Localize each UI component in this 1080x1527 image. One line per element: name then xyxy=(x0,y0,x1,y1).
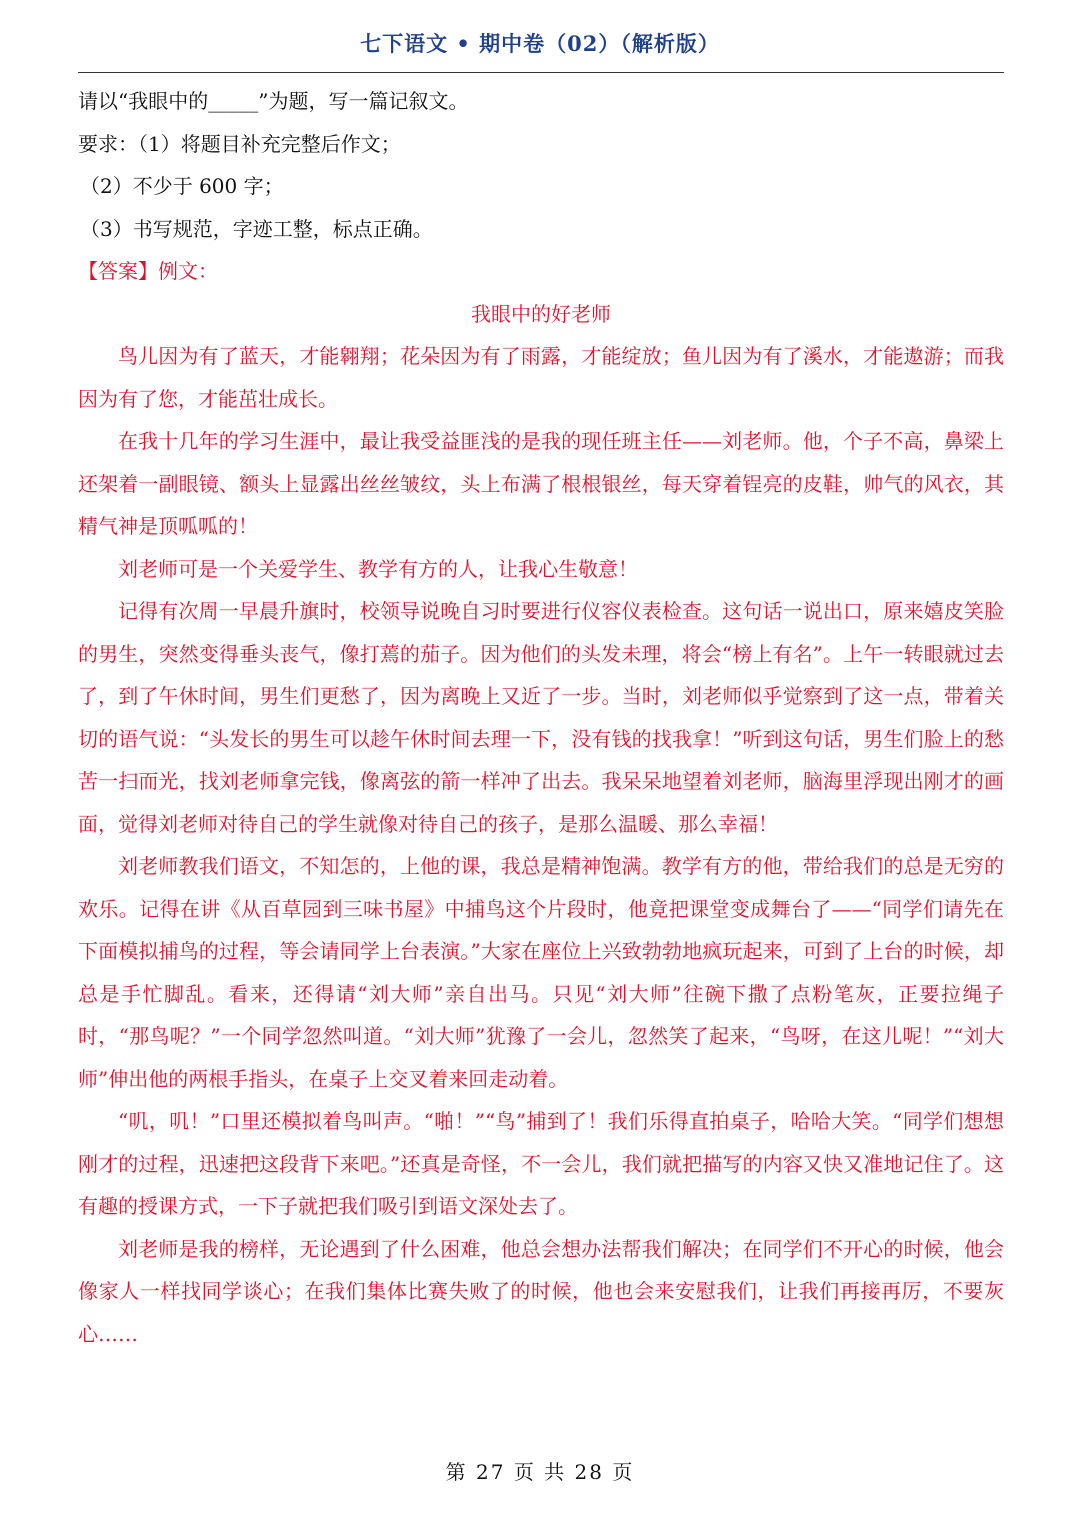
answer-label: 【答案】例文： xyxy=(78,259,218,283)
requirement-2: （2）不少于 600 字； xyxy=(80,174,284,198)
essay-paragraph: 在我十几年的学习生涯中，最让我受益匪浅的是我的现任班主任——刘老师。他，个子不高，鼻梁上还架着一副眼镜、额头上显露出丝丝皱纹，头上布满了根根银丝，每天穿着锃亮的皮鞋，帅气的风衣，其精气神是顶呱呱的！ xyxy=(78,429,1004,538)
essay-paragraph: 刘老师可是一个关爱学生、教学有方的人，让我心生敬意！ xyxy=(118,556,638,581)
header-divider xyxy=(78,72,1004,73)
requirement-1: 要求：（1）将题目补充完整后作文； xyxy=(78,131,401,156)
essay-paragraph: 刘老师教我们语文，不知怎的，上他的课，我总是精神饱满。教学有方的他，带给我们的总是无穷的欢乐。记得在讲《从百草园到三味书屋》中捕鸟这个片段时，他竟把课堂变成舞台了——“同学们请先在下面模拟捕鸟的过程，等会请同学上台表演。”大家在座位上兴致勃勃地疯玩起来，可到了上台的时候，却总是手忙脚乱。看来，还得请“刘大师”亲自出马。只见“刘大师”往碗下撒了点粉笔灰，正要拉绳子时，“那鸟呢？”一个同学忽然叫道。“刘大师”犹豫了一会儿，忽然笑了起来，“鸟呀，在这儿呢！”“刘大师”伸出他的两根手指头，在桌子上交叉着来回走动着。 xyxy=(78,854,1004,1091)
essay-paragraph: “叽，叽！”口里还模拟着鸟叫声。“啪！”“鸟”捕到了！我们乐得直拍桌子，哈哈大笑。“同学们想想刚才的过程，迅速把这段背下来吧。”还真是奇怪，不一会儿，我们就把描写的内容又快又准地记住了。这有趣的授课方式，一下子就把我们吸引到语文深处去了。 xyxy=(78,1109,1004,1218)
essay-title: 我眼中的好老师 xyxy=(471,301,611,326)
essay-paragraph: 刘老师是我的榜样，无论遇到了什么困难，他总会想办法帮我们解决；在同学们不开心的时候，他会像家人一样找同学谈心；在我们集体比赛失败了的时候，他也会来安慰我们，让我们再接再厉，不要灰心…… xyxy=(78,1236,1004,1346)
page-number-footer: 第 27 页 共 28 页 xyxy=(445,1460,635,1484)
page-content xyxy=(78,80,1004,1355)
essay-paragraph: 记得有次周一早晨升旗时，校领导说晚自习时要进行仪容仪表检查。这句话一说出口，原来嬉皮笑脸的男生，突然变得垂头丧气，像打蔫的茄子。因为他们的头发未理，将会“榜上有名”。上午一转眼就过去了，到了午休时间，男生们更愁了，因为离晚上又近了一步。当时，刘老师似乎觉察到了这一点，带着关切的语气说：“头发长的男生可以趁午休时间去理一下，没有钱的找我拿！”听到这句话，男生们脸上的愁苦一扫而光，找刘老师拿完钱，像离弦的箭一样冲了出去。我呆呆地望着刘老师，脑海里浮现出刚才的画面，觉得刘老师对待自己的学生就像对待自己的孩子，是那么温暖、那么幸福！ xyxy=(78,599,1004,836)
requirement-3: （3）书写规范，字迹工整，标点正确。 xyxy=(80,216,433,241)
question-prompt: 请以“我眼中的_____”为题，写一篇记叙文。 xyxy=(78,89,469,113)
essay-paragraph: 鸟儿因为有了蓝天，才能翱翔；花朵因为有了雨露，才能绽放；鱼儿因为有了溪水，才能遨游；而我因为有了您，才能茁壮成长。 xyxy=(78,344,1004,411)
page-header-title: 七下语文 • 期中卷（02）（解析版） xyxy=(360,31,720,56)
